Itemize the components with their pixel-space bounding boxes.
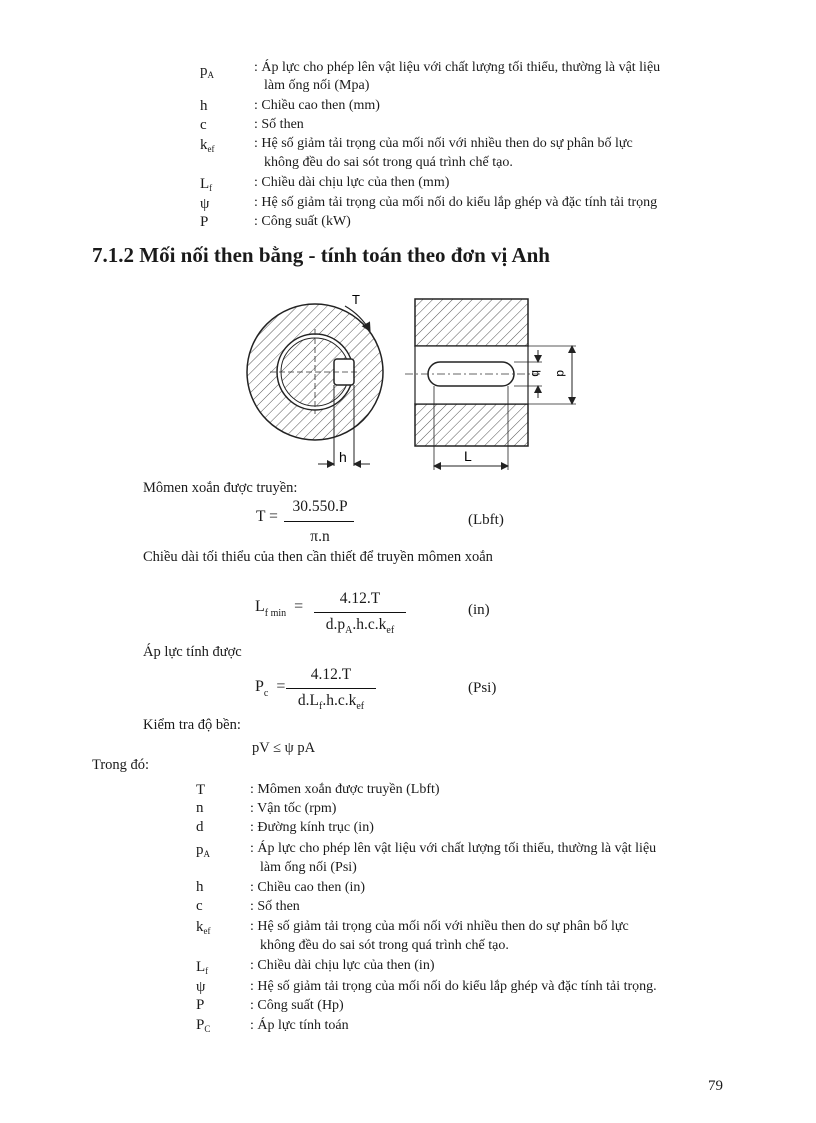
definition-text: : Hệ số giảm tải trọng của mối nối do kiểu lắp ghép và đặc tính tải trọng. (250, 979, 657, 994)
symbol-PC: $P_C$ (196, 1017, 211, 1034)
where-label: Trong đó: (92, 757, 150, 773)
formula-T-denominator: π.n (310, 528, 330, 545)
definition-text-cont: không đều do sai sót trong quá trình chế tạo. (264, 155, 513, 170)
definition-text: : Đường kính trục (in) (250, 820, 374, 835)
symbol-n: n (196, 800, 204, 816)
fraction-bar (284, 521, 354, 522)
definition-text: : Chiều cao then (mm) (254, 98, 380, 113)
formula-P-lhs: $P_c$ = (255, 678, 286, 699)
definition-text: : Công suất (kW) (254, 214, 351, 229)
torque-intro: Mômen xoắn được truyền: (143, 480, 298, 496)
definition-text-cont: làm ống nối (Mpa) (264, 78, 370, 93)
definition-text: : Mômen xoắn được truyền (Lbft) (250, 782, 440, 797)
formula-L-numerator: 4.12.T (339, 590, 381, 607)
symbol-pA: $p_A$ (196, 842, 210, 859)
formula-P-denominator: $d.L_f.h.c.k_{ef}$ (297, 692, 365, 712)
definition-text: : Vận tốc (rpm) (250, 801, 337, 816)
symbol-h: h (196, 879, 204, 895)
section-heading: 7.1.2 Mối nối then bằng - tính toán theo đơn vị Anh (92, 243, 550, 267)
definition-text: : Hệ số giảm tải trọng của mối nối với nhiều then do sự phân bố lực (254, 136, 633, 151)
check-formula: pV ≤ ψ pA (252, 740, 316, 756)
formula-L-denominator: $d.p_A.h.c.k_{ef}$ (325, 616, 395, 636)
symbol-c: c (196, 898, 203, 914)
label-L: L (464, 448, 472, 464)
symbol-P: P (196, 997, 205, 1013)
length-intro: Chiều dài tối thiểu của then cần thiết để truyền mômen xoắn (143, 549, 493, 565)
label-d: d (554, 370, 568, 377)
formula-T-lhs: T = (256, 508, 278, 525)
shaft-longitudinal-section (405, 299, 576, 470)
symbol-P: P (200, 214, 209, 230)
symbol-Lf: $L_f$ (196, 959, 209, 976)
check-intro: Kiểm tra độ bền: (143, 717, 241, 733)
formula-L-lhs: $L_{f min}$ = (255, 598, 304, 619)
pressure-intro: Áp lực tính được (143, 644, 242, 660)
definition-text: : Số then (254, 117, 304, 132)
fraction-bar (286, 688, 376, 689)
label-b: b (529, 370, 543, 377)
definition-text: : Chiều dài chịu lực của then (in) (250, 958, 435, 973)
symbol-h: h (200, 98, 208, 114)
symbol-T: T (196, 782, 206, 798)
fraction-bar (314, 612, 406, 613)
definition-text: : Hệ số giảm tải trọng của mối nối do kiểu lắp ghép và đặc tính tải trọng (254, 195, 658, 210)
symbol-c: c (200, 117, 207, 133)
symbol-pA: $p_A$ (200, 63, 214, 80)
symbol-d: d (196, 819, 204, 835)
symbol-psi: ψ (196, 979, 206, 995)
definition-text: : Áp lực cho phép lên vật liệu với chất lượng tối thiểu, thường là vật liệu (254, 60, 661, 75)
shaft-cross-section (247, 292, 383, 466)
label-T: T (352, 292, 360, 307)
definition-text-cont: làm ống nối (Psi) (260, 860, 357, 875)
definition-text: : Áp lực cho phép lên vật liệu với chất lượng tối thiểu, thường là vật liệu (250, 841, 657, 856)
formula-T-numerator: 30.550.P (292, 498, 348, 515)
key-joint-figure (240, 284, 590, 474)
label-h: h (339, 449, 347, 465)
formula-P-unit: (Psi) (468, 680, 497, 696)
definition-text: : Chiều cao then (in) (250, 880, 366, 895)
formula-L-unit: (in) (468, 602, 490, 618)
definition-text: : Công suất (Hp) (250, 998, 344, 1013)
definition-text-cont: không đều do sai sót trong quá trình chế tạo. (260, 938, 509, 953)
symbol-kef: $k_{ef}$ (200, 137, 215, 154)
definition-text: : Chiều dài chịu lực của then (mm) (254, 175, 450, 190)
definition-text: : Áp lực tính toán (250, 1018, 349, 1033)
symbol-Lf: $L_f$ (200, 176, 213, 193)
formula-T-unit: (Lbft) (468, 512, 504, 528)
symbol-psi: ψ (200, 196, 210, 212)
symbol-kef: $k_{ef}$ (196, 919, 211, 936)
definition-text: : Hệ số giảm tải trọng của mối nối với nhiều then do sự phân bố lực (250, 919, 629, 934)
definition-text: : Số then (250, 899, 300, 914)
page-number: 79 (708, 1078, 723, 1094)
formula-P-numerator: 4.12.T (310, 666, 352, 683)
